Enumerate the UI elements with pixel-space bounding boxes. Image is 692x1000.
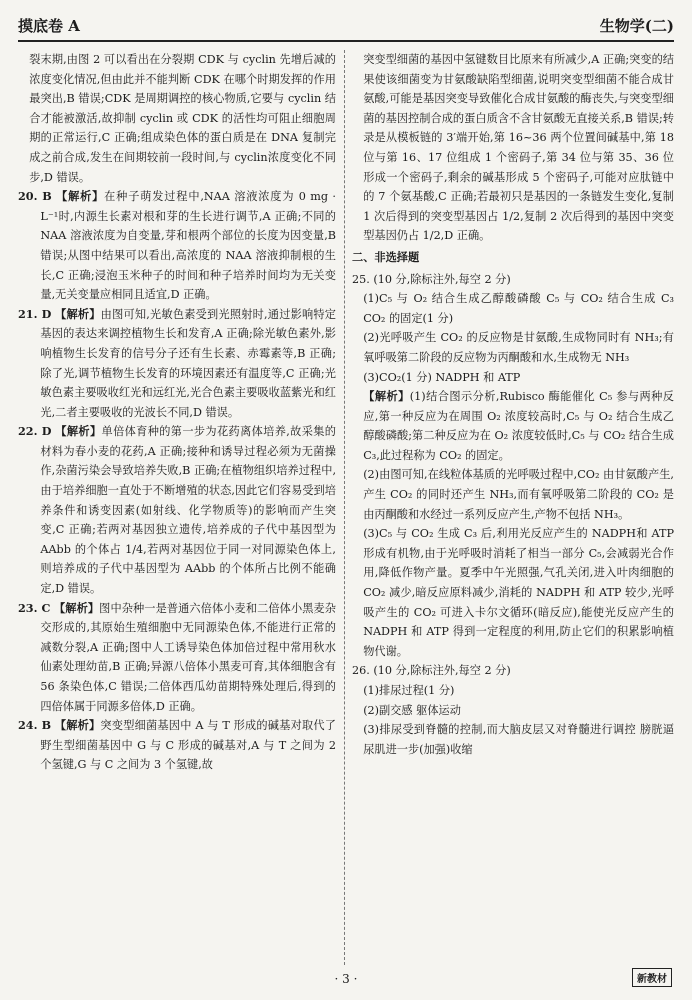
answer-20-number: 20. B bbox=[18, 189, 52, 204]
answer-21 bbox=[18, 305, 336, 423]
page-header bbox=[18, 6, 674, 42]
answer-24-number: 24. B bbox=[18, 718, 52, 733]
explanation-25-part-3: (3)C₅ 与 CO₂ 生成 C₃ 后,利用光反应产生的 NADPH和 ATP 形成有机物,由于光呼吸时消耗了相当一部分 C₅,会减弱光合作用,降低作物产量。夏季中午光照强,气孔关闭,进入叶肉细胞的 CO₂ 减少,暗反应原料减少,消耗的 NADPH 和 ATP 较少,光呼吸产生的 CO₂ 可进入卡尔文循环(暗反应),能使光反应产生的 NADPH 和 ATP 得到一定程度的利用,防止它们的积累影响植物代谢。 bbox=[363, 527, 674, 658]
answer-20-tag: 【解析】 bbox=[56, 189, 105, 204]
exam-title: 摸底卷 A bbox=[18, 17, 80, 35]
answer-26-part-1: (1)排尿过程(1 分) bbox=[363, 684, 455, 697]
answer-24 bbox=[18, 716, 336, 775]
explanation-25-tag: 【解析】 bbox=[363, 389, 410, 404]
question-25-heading: 25. (10 分,除标注外,每空 2 分) bbox=[352, 272, 511, 286]
section-heading: 二、非选择题 bbox=[352, 249, 420, 264]
column-divider bbox=[344, 50, 345, 965]
answer-26-part-3: (3)排尿受到脊髓的控制,而大脑皮层又对脊髓进行调控 膀胱逼尿肌进一步(加强)收缩 bbox=[363, 723, 674, 756]
answer-25-part-1: (1)C₅ 与 O₂ 结合生成乙醇酸磷酸 C₅ 与 CO₂ 结合生成 C₃ CO₂ 的固定(1 分) bbox=[363, 292, 674, 325]
answer-23-number: 23. C bbox=[18, 600, 51, 615]
answer-25-part-2: (2)光呼吸产生 CO₂ 的反应物是甘氨酸,生成物同时有 NH₃;有氧呼吸第二阶段的反应物为丙酮酸和水,生成物无 NH₃ bbox=[363, 331, 674, 364]
answer-24-tag: 【解析】 bbox=[54, 718, 101, 733]
answer-22-tag: 【解析】 bbox=[55, 424, 102, 439]
subject-title: 生物学(二) bbox=[599, 17, 674, 35]
answer-25-part-3: (3)CO₂(1 分) NADPH 和 ATP bbox=[363, 370, 521, 384]
answer-21-text: 由图可知,光敏色素受到光照射时,通过影响特定基因的表达来调控植物生长和发育,A 正确;除光敏色素外,影响植物生长发育的信号分子还有生长素、赤霉素等,B 正确;除了光,调节植物生长发育的环境因素还有温度等,C 正确;光敏色素主要吸收红光和远红光,光合色素主要吸收蓝紫光和红光,二者主要吸收的光波长不同,D 错误。 bbox=[40, 307, 336, 419]
answer-23-tag: 【解析】 bbox=[54, 600, 100, 615]
explanation-25-part-1-text: (1)结合图示分析,Rubisco 酶能催化 C₅ 参与两种反应,第一种反应为在周围 O₂ 浓度较高时,C₅ 与 O₂ 结合生成乙醇酸磷酸;第二种反应为在 O₂ 浓度较低时,C₅ 与 CO₂ 结合生成 C₃,此过程称为 CO₂ 的固定。 bbox=[363, 390, 674, 462]
answer-22-number: 22. D bbox=[18, 424, 52, 439]
answer-21-number: 21. D bbox=[18, 306, 52, 321]
answer-21-tag: 【解析】 bbox=[55, 306, 101, 321]
question-26-heading: 26. (10 分,除标注外,每空 2 分) bbox=[352, 664, 511, 678]
answer-24-text: 突变型细菌基因中 A 与 T 形成的碱基对取代了野生型细菌基因中 G 与 C 形成的碱基对,A 与 T 之间为 2 个氢键,G 与 C 之间为 3 个氢键,故 bbox=[40, 719, 336, 772]
answer-23-text: 图中杂种一是普通六倍体小麦和二倍体小黑麦杂交形成的,其原始生殖细胞中无同源染色体,不能进行正常的减数分裂,A 正确;图中人工诱导染色体加倍过程中常用秋水仙素处理幼苗,B 正确;异源八倍体小黑麦可育,其体细胞含有 56 条染色体,C 错误;二倍体西瓜幼苗期特殊处理后,得到的四倍体属于同源多倍体,D 正确。 bbox=[40, 601, 336, 713]
page-number: · 3 · bbox=[334, 972, 358, 986]
left-column bbox=[18, 50, 336, 970]
answer-23 bbox=[18, 599, 336, 717]
answer-22 bbox=[18, 422, 336, 598]
explanation-25-part-2: (2)由图可知,在线粒体基质的光呼吸过程中,CO₂ 由甘氨酸产生,产生 CO₂ 的同时还产生 NH₃,而有氧呼吸第二阶段的 CO₂ 是由丙酮酸和水经过一系列反应产生,产物不包括 NH₃。 bbox=[363, 468, 674, 521]
answer-22-text: 单倍体育种的第一步为花药离体培养,故采集的材料为春小麦的花药,A 正确;接种和诱导过程必须为无菌操作,杂菌污染会导致培养失败,B 正确;在植物组织培养过程中,由于培养细胞一直处于不断增殖的状态,因此它们容易受到培养条件和诱变因素(如射线、化学物质等)的影响而产生突变,C 正确;若两对基因独立遗传,培养成的子代中基因型为 AAbb 的个体占 1/4,若两对基因位于同一对同源染色体上,则培养成的子代中基因型为 AAbb 的个体所占比例不能确定,D 错误。 bbox=[40, 425, 336, 596]
answer-19-continued: 裂末期,由图 2 可以看出在分裂期 CDK 与 cyclin 先增后减的浓度变化情况,但由此并不能判断 CDK 在哪个时期发挥的作用最突出,B 错误;CDK 是周期调控的核心物质,它要与 cyclin 结合才能被激活,故抑制 cyclin 或 CDK 的活性均可阻止细胞周期的正常运行,C 正确;组成染色体的蛋白质是在 DNA 复制完成之前合成,发生在间期较前一段时间,与 cyclin浓度变化不同步,D 错误。 bbox=[29, 53, 336, 184]
explanation-25-part-1 bbox=[352, 387, 674, 465]
answer-24-continued: 突变型细菌的基因中氢键数目比原来有所减少,A 正确;突变的结果使该细菌变为甘氨酸缺陷型细菌,说明突变型细菌不能合成甘氨酸,可能是基因突变导致催化合成甘氨酸的酶丧失,与突变型细菌的基因控制合成的蛋白质含不含甘氨酸无直接关系,B 错误;转录是从模板链的 3′端开始,第 16~36 两个位置间碱基中,第 18 位与第 16、17 位组成 1 个密码子,第 34 位与第 35、36 位形成一个密码子,剩余的碱基形成 5 个密码子,可能对应肽链中的 7 个氨基酸,C 正确;若最初只是基因的一条链发生变化,复制 1 次后得到的突变型基因占 1/2,复制 2 次后得到的基因中突变型基因仍占 1/2,D 正确。 bbox=[363, 53, 674, 243]
answer-20 bbox=[18, 187, 336, 305]
answer-20-text: 在种子萌发过程中,NAA 溶液浓度为 0 mg · L⁻¹时,内源生长素对根和芽的生长进行调节,A 正确;不同的 NAA 溶液浓度为自变量,芽和根两个部位的长度为因变量,B 错误;从图中结果可以看出,高浓度的 NAA 溶液抑制根的生长,C 正确;浸泡玉米种子的时间和种子培养时间均为无关变量,无关变量应相同且适宜,D 正确。 bbox=[40, 190, 336, 302]
new-textbook-badge: 新教材 bbox=[632, 968, 672, 987]
answer-26-part-2: (2)副交感 躯体运动 bbox=[363, 703, 461, 717]
right-column bbox=[352, 50, 674, 970]
